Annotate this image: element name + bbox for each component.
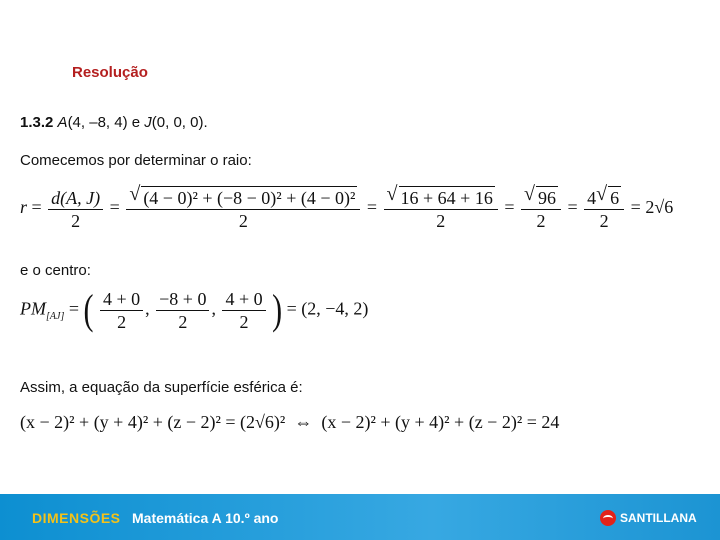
- root-96: 96: [538, 188, 556, 208]
- fraction-denominator: 2: [436, 211, 446, 231]
- point-j-label: J: [144, 114, 152, 131]
- center-x-numerator: 4 + 0: [100, 288, 143, 311]
- problem-number: 1.3.2: [20, 114, 54, 131]
- center-z-denominator: 2: [239, 312, 249, 332]
- fraction-denominator: 2: [238, 211, 248, 231]
- open-paren: (: [83, 286, 94, 333]
- fraction-denominator: 2: [71, 210, 81, 231]
- point-a-coords: (4, –8, 4) e: [67, 114, 145, 131]
- root-coefficient: 4: [587, 188, 597, 208]
- radius-intro-text: Comecemos por determinar o raio:: [20, 152, 252, 169]
- radius-symbol: r: [20, 197, 28, 218]
- publisher-icon: [600, 510, 616, 526]
- sphere-equation-lhs: (x − 2)² + (y + 4)² + (z − 2)² = (2√6)²: [20, 412, 286, 432]
- course-title: Matemática A 10.º ano: [132, 510, 279, 526]
- radius-equation: r = $\frac{d(A, J)}{2}$ = √ $\frac{\text{(4 − 0)² + (−8 − 0)² + (4 − 0)²}}{2}$ = √ $\frac{16 + 64 + 16}{2}$ = √ $\frac{96}{2}$ = $\frac{4√ 6}{2}$ = 2√6: [20, 186, 673, 232]
- section-heading: Resolução: [72, 64, 148, 81]
- center-y-fraction: [156, 288, 209, 333]
- publisher-logo: [600, 508, 697, 528]
- fraction-denominator: 2: [536, 211, 546, 231]
- center-z-fraction: [222, 288, 265, 333]
- center-z-numerator: 4 + 0: [222, 288, 265, 311]
- sphere-equation-rhs: (x − 2)² + (y + 4)² + (z − 2)² = 24: [321, 412, 560, 432]
- fraction-denominator: 2: [599, 211, 609, 231]
- center-y-denominator: 2: [178, 312, 188, 332]
- root-6: 6: [610, 188, 620, 208]
- center-x-fraction: [100, 288, 143, 333]
- point-j-coords: (0, 0, 0).: [151, 114, 208, 131]
- problem-statement: [20, 114, 208, 131]
- center-result: (2, −4, 2): [301, 298, 369, 319]
- publisher-name: SANTILLANA: [620, 511, 697, 525]
- distance-radicand: (4 − 0)² + (−8 − 0)² + (4 − 0)²: [143, 188, 356, 208]
- radius-fraction-5: [584, 186, 624, 232]
- center-x-denominator: 2: [117, 312, 127, 332]
- center-intro-text: e o centro:: [20, 262, 91, 279]
- distance-expression: d(A, J): [48, 187, 103, 210]
- radius-fraction-1: [48, 187, 103, 232]
- center-y-numerator: −8 + 0: [156, 288, 209, 311]
- midpoint-subscript: [AJ]: [46, 311, 65, 323]
- point-a-label: A: [57, 114, 68, 131]
- radius-fraction-2: [126, 186, 360, 232]
- footer-bar: [0, 494, 720, 540]
- radius-fraction-3: [384, 186, 498, 232]
- series-brand: DIMENSÕES: [32, 510, 121, 526]
- sum-radicand: 16 + 64 + 16: [400, 188, 493, 208]
- radius-result: 2√6: [645, 197, 674, 218]
- radius-fraction-4: [521, 186, 561, 232]
- sphere-equation: (x − 2)² + (y + 4)² + (z − 2)² = (2√6)² ⇔ (x − 2)² + (y + 4)² + (z − 2)² = 24: [20, 412, 560, 432]
- midpoint-symbol: PM: [20, 298, 46, 319]
- sphere-intro-text: Assim, a equação da superfície esférica é:: [20, 379, 303, 396]
- center-equation: $PM_{[AJ]}$ = ( $\frac{4 + 0}{2}$ , $\frac{-8 + 0}{2}$ , $\frac{4 + 0}{2}$ ) = (2, −4, 2): [20, 286, 369, 333]
- close-paren: ): [272, 286, 283, 333]
